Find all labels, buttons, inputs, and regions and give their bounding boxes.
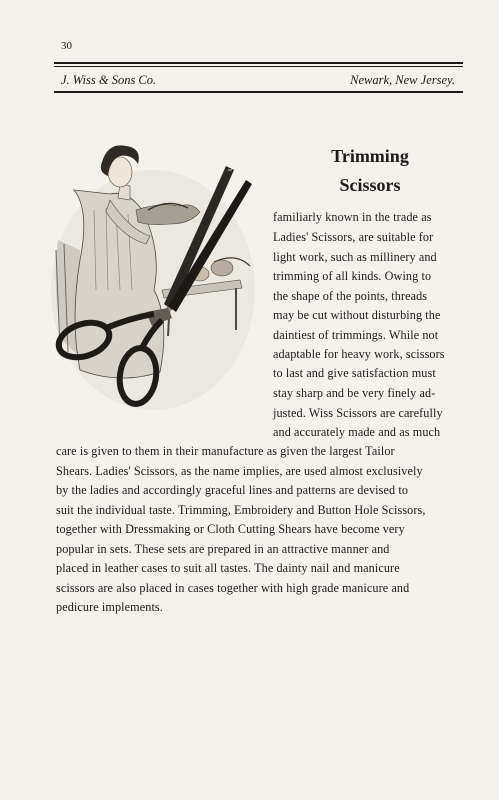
body-line: the shape of the points, threads	[273, 289, 428, 303]
body-line: to last and give satisfaction must	[273, 366, 436, 380]
body-line: care is given to them in their manufacture as given the largest Tailor	[56, 444, 395, 458]
body-line: justed. Wiss Scissors are carefully	[273, 406, 443, 420]
body-line: placed in leather cases to suit all tastes. The dainty nail and manicure	[56, 561, 400, 575]
title-line-2: Scissors	[339, 175, 401, 195]
header-location: Newark, New Jersey.	[350, 73, 455, 87]
body-line: and accurately made and as much	[273, 425, 441, 439]
body-line: scissors are also placed in cases together with high grade manicure and	[56, 581, 410, 595]
body-line: trimming of all kinds. Owing to	[273, 269, 432, 283]
page-number: 30	[61, 40, 72, 52]
woman-with-scissors-illustration	[50, 140, 256, 412]
running-header	[61, 73, 455, 88]
header-rule-top	[54, 62, 463, 64]
body-line: by the ladies and accordingly graceful lines and patterns are devised to	[56, 483, 409, 497]
body-line: familiarly known in the trade as	[273, 210, 432, 224]
body-line: may be cut without disturbing the	[273, 308, 441, 322]
header-company: J. Wiss & Sons Co.	[61, 73, 157, 87]
title-line-1: Trimming	[331, 146, 409, 166]
body-line: Shears. Ladies' Scissors, as the name implies, are used almost exclusively	[56, 464, 423, 478]
body-line: Ladies' Scissors, are suitable for	[273, 230, 434, 244]
body-line: daintiest of trimmings. While not	[273, 328, 439, 342]
header-rule-bottom	[54, 91, 463, 93]
body-line: popular in sets. These sets are prepared in an attractive manner and	[56, 542, 390, 556]
body-line: light work, such as millinery and	[273, 250, 437, 264]
body-line: adaptable for heavy work, scissors	[273, 347, 445, 361]
body-line: suit the individual taste. Trimming, Embroidery and Button Hole Scissors,	[56, 503, 426, 517]
body-line: together with Dressmaking or Cloth Cutting Shears have become very	[56, 522, 405, 536]
header-rule-top-thin	[54, 66, 463, 67]
body-line: pedicure implements.	[56, 600, 163, 614]
body-line: stay sharp and be very finely ad-	[273, 386, 436, 400]
